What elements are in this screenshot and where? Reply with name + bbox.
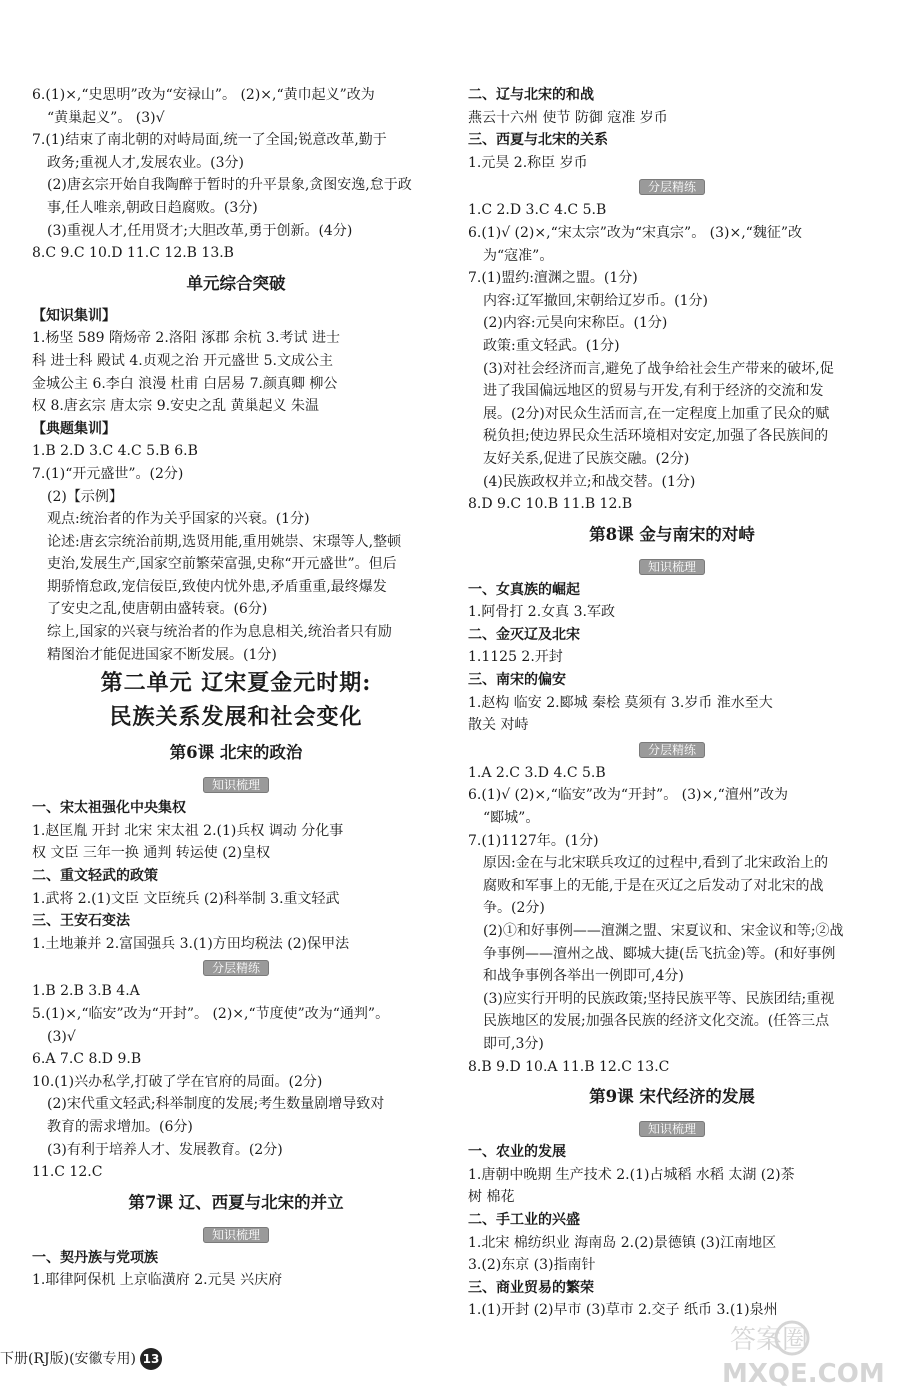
section-badge: 分层精练 <box>639 179 705 195</box>
answer-line: “郾城”。 <box>483 810 540 827</box>
answer-line: 1.土地兼并 2.富国强兵 3.(1)方田均税法 (2)保甲法 <box>32 935 350 952</box>
section-heading: 一、契丹族与党项族 <box>32 1249 158 1266</box>
answer-line: 10.(1)兴办私学,打破了学在官府的局面。(2分) <box>32 1073 323 1090</box>
answer-line: 1.北宋 棉纺织业 海南岛 2.(2)景德镇 (3)江南地区 <box>468 1234 777 1251</box>
right-column <box>468 84 876 1322</box>
answer-line: 1.武将 2.(1)文臣 文臣统兵 (2)科举制 3.重文轻武 <box>32 890 340 907</box>
answer-line: 权 文臣 三年一换 通判 转运使 (2)皇权 <box>32 845 271 862</box>
section-badge: 知识梳理 <box>203 1227 269 1243</box>
section-badge-row <box>468 176 876 198</box>
section-heading: 【典题集训】 <box>32 420 116 437</box>
answer-line: 1.赵匡胤 开封 北宋 宋太祖 2.(1)兵权 调动 分化事 <box>32 822 344 839</box>
section-badge-row <box>468 556 876 578</box>
lesson-title: 单元综合突破 <box>186 273 286 293</box>
answer-line: 事,任人唯亲,朝政日趋腐败。(3分) <box>47 199 258 216</box>
answer-line: 3.(2)东京 (3)指南针 <box>468 1257 596 1274</box>
page-number: 13 <box>140 1348 162 1370</box>
answer-line: 金城公主 6.李白 浪漫 杜甫 白居易 7.颜真卿 柳公 <box>32 375 338 392</box>
answer-line: 期骄惰怠政,宠信佞臣,致使内忧外患,矛盾重重,最终爆发 <box>47 578 387 595</box>
answer-line: 观点:统治者的作为关乎国家的兴衰。(1分) <box>47 511 310 528</box>
section-badge-row <box>32 957 440 979</box>
answer-line: 燕云十六州 使节 防御 寇准 岁币 <box>468 109 668 126</box>
answer-line: (2)①和好事例——澶渊之盟、宋夏议和、宋金议和等;②战 <box>483 923 844 939</box>
unit-title: 民族关系发展和社会变化 <box>109 704 363 731</box>
lesson-title: 第9课 宋代经济的发展 <box>589 1087 755 1107</box>
answer-line: 1.1125 2.开封 <box>468 649 563 666</box>
answer-line: 争。(2分) <box>483 900 545 917</box>
answer-line: 树 棉花 <box>468 1189 515 1206</box>
answer-line: 教育的需求增加。(6分) <box>47 1118 193 1135</box>
section-heading: 三、商业贸易的繁荣 <box>468 1279 594 1296</box>
answer-line: 综上,国家的兴衰与统治者的作为息息相关,统治者只有励 <box>47 624 392 641</box>
answer-line: 7.(1)盟约:澶渊之盟。(1分) <box>468 270 638 287</box>
answer-line: 1.B 2.D 3.C 4.C 5.B 6.B <box>32 443 198 460</box>
answer-line: (2)内容:元昊向宋称臣。(1分) <box>483 315 668 332</box>
answer-line: 7.(1)结束了南北朝的对峙局面,统一了全国;锐意改革,勤于 <box>32 132 387 149</box>
answer-line: 政策:重文轻武。(1分) <box>483 337 620 354</box>
section-badge: 知识梳理 <box>203 777 269 793</box>
lesson-title: 第8课 金与南宋的对峙 <box>589 524 755 544</box>
answer-line: 散关 对峙 <box>468 717 529 734</box>
lesson-title: 第7课 辽、西夏与北宋的并立 <box>128 1192 344 1212</box>
answer-line: (4)民族政权并立;和战交替。(1分) <box>483 473 696 490</box>
answer-line: 1.A 2.C 3.D 4.C 5.B <box>468 764 606 781</box>
answer-line: 展。(2分)对民众生活而言,在一定程度上加重了民众的赋 <box>483 405 830 422</box>
answer-line: 和战争事例各举出一例即可,4分) <box>483 968 684 985</box>
section-badge-row <box>32 1224 440 1246</box>
watermark-logo <box>700 1310 890 1388</box>
answer-line: 原因:金在与北宋联兵攻辽的过程中,看到了北宋政治上的 <box>483 855 829 872</box>
answer-line: 7.(1)1127年。(1分) <box>468 832 599 849</box>
section-heading: 【知识集训】 <box>32 307 116 324</box>
answer-line: (3)对社会经济而言,避免了战争给社会生产带来的破坏,促 <box>483 360 834 377</box>
answer-line: 为“寇准”。 <box>483 247 554 264</box>
section-badge-row <box>468 739 876 761</box>
footer-text: 下册(RJ版)(安徽专用) <box>0 1351 137 1367</box>
section-heading: 二、金灭辽及北宋 <box>468 626 580 643</box>
answer-line: 6.(1)×,“史思明”改为“安禄山”。 (2)×,“黄巾起义”改为 <box>32 87 375 103</box>
watermark-line1: 答案圈 <box>730 1325 809 1355</box>
answer-line: 腐败和军事上的无能,于是在灭辽之后发动了对北宋的战 <box>483 877 824 894</box>
section-badge: 知识梳理 <box>639 1121 705 1137</box>
answer-line: (2)唐玄宗开始自我陶醉于暂时的升平景象,贪图安逸,怠于政 <box>47 177 412 194</box>
section-heading: 一、女真族的崛起 <box>468 581 580 598</box>
answer-line: (3)有利于培养人才、发展教育。(2分) <box>47 1141 283 1158</box>
answer-line: 了安史之乱,使唐朝由盛转衰。(6分) <box>47 601 268 618</box>
answer-line: 税负担;使边界民众生活环境相对安定,加强了各民族间的 <box>483 428 829 445</box>
answer-line: (3)应实行开明的民族政策;坚持民族平等、民族团结;重视 <box>483 990 835 1007</box>
answer-line: 6.(1)√ (2)×,“宋太宗”改为“宋真宗”。 (3)×,“魏征”改 <box>468 224 802 241</box>
answer-line: (3)重视人才,任用贤才;大胆改革,勇于创新。(4分) <box>47 222 353 239</box>
section-heading: 二、手工业的兴盛 <box>468 1211 580 1228</box>
section-heading: 三、南宋的偏安 <box>468 672 566 689</box>
answer-line: 8.B 9.D 10.A 11.B 12.C 13.C <box>468 1058 670 1075</box>
answer-line: 1.耶律阿保机 上京临潢府 2.元昊 兴庆府 <box>32 1272 283 1289</box>
answer-line: 1.赵构 临安 2.郾城 秦桧 莫须有 3.岁币 淮水至大 <box>468 694 773 711</box>
answer-line: 1.唐朝中晚期 生产技术 2.(1)占城稻 水稻 太湖 (2)茶 <box>468 1166 795 1183</box>
answer-line: 6.(1)√ (2)×,“临安”改为“开封”。 (3)×,“澶州”改为 <box>468 787 788 804</box>
section-heading: 三、西夏与北宋的关系 <box>468 132 608 149</box>
answer-line: 11.C 12.C <box>32 1164 103 1181</box>
answer-line: 民族地区的发展;加强各民族的经济文化交流。(任答三点 <box>483 1013 830 1030</box>
answer-line: 友好关系,促进了民族交融。(2分) <box>483 450 690 467</box>
answer-line: 论述:唐玄宗统治前期,选贤用能,重用姚崇、宋璟等人,整顿 <box>47 533 402 550</box>
answer-line: 7.(1)“开元盛世”。(2分) <box>32 465 184 482</box>
left-column <box>32 84 440 1292</box>
answer-line: 1.阿骨打 2.女真 3.军政 <box>468 604 615 621</box>
answer-line: (3)√ <box>47 1028 76 1045</box>
section-heading: 三、王安石变法 <box>32 913 130 930</box>
answer-line: 1.(1)开封 (2)早市 (3)草市 2.交子 纸币 3.(1)泉州 <box>468 1302 778 1319</box>
answer-line: (2)【示例】 <box>47 488 123 505</box>
watermark-line2: MXQE.COM <box>722 1359 885 1388</box>
answer-line: 内容:辽军撤回,宋朝给辽岁币。(1分) <box>483 292 708 309</box>
section-badge: 知识梳理 <box>639 559 705 575</box>
answer-line: 科 进士科 殿试 4.贞观之治 开元盛世 5.文成公主 <box>32 352 333 369</box>
answer-line: 精图治才能促进国家不断发展。(1分) <box>47 646 277 663</box>
unit-title: 第二单元 辽宋夏金元时期: <box>100 670 372 697</box>
answer-line: “黄巢起义”。 (3)√ <box>47 109 165 126</box>
answer-line: 1.C 2.D 3.C 4.C 5.B <box>468 202 607 219</box>
section-heading: 一、宋太祖强化中央集权 <box>32 800 186 817</box>
answer-line: 6.A 7.C 8.D 9.B <box>32 1051 142 1068</box>
answer-line: 政务;重视人才,发展农业。(3分) <box>47 154 244 171</box>
answer-line: 进了我国偏远地区的贸易与开发,有利于经济的交流和发 <box>483 383 824 400</box>
page-footer <box>0 1348 162 1370</box>
answer-line: (2)宋代重文轻武;科举制度的发展;考生数量剧增导致对 <box>47 1096 385 1113</box>
answer-line: 8.D 9.C 10.B 11.B 12.B <box>468 496 633 513</box>
answer-line: 权 8.唐玄宗 唐太宗 9.安史之乱 黄巢起义 朱温 <box>32 398 319 415</box>
answer-line: 即可,3分) <box>483 1035 544 1052</box>
answer-line: 吏治,发展生产,国家空前繁荣富强,史称“开元盛世”。但后 <box>47 556 397 573</box>
section-badge: 分层精练 <box>203 960 269 976</box>
answer-line: 8.C 9.C 10.D 11.C 12.B 13.B <box>32 245 234 262</box>
section-heading: 二、辽与北宋的和战 <box>468 87 594 103</box>
section-badge: 分层精练 <box>639 742 705 758</box>
answer-line: 1.元昊 2.称臣 岁币 <box>468 154 588 171</box>
lesson-title: 第6课 北宋的政治 <box>169 743 303 763</box>
answer-line: 1.B 2.B 3.B 4.A <box>32 983 140 1000</box>
answer-line: 争事例——澶州之战、郾城大捷(岳飞抗金)等。(和好事例 <box>483 945 836 962</box>
section-badge-row <box>32 774 440 796</box>
section-heading: 一、农业的发展 <box>468 1144 566 1161</box>
section-heading: 二、重文轻武的政策 <box>32 868 158 885</box>
section-badge-row <box>468 1118 876 1140</box>
answer-line: 5.(1)×,“临安”改为“开封”。 (2)×,“节度使”改为“通判”。 <box>32 1006 390 1022</box>
answer-line: 1.杨坚 589 隋炀帝 2.洛阳 涿郡 余杭 3.考试 进士 <box>32 330 340 347</box>
